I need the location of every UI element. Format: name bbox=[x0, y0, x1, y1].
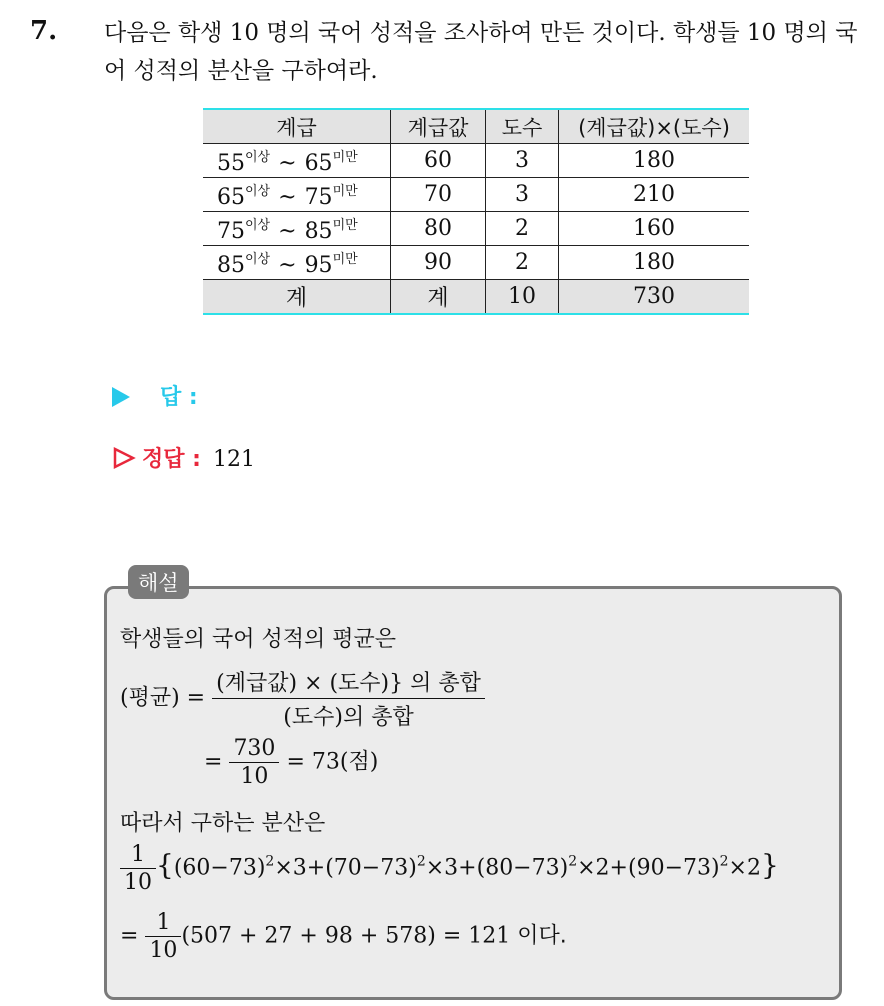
table-header-row bbox=[203, 109, 749, 144]
class-value: 60 bbox=[391, 144, 486, 178]
calc-result: = 73(점) bbox=[286, 749, 379, 775]
result-sum: (507 + 27 + 98 + 578) = 121 bbox=[181, 923, 511, 949]
range-low-sup: 이상 bbox=[245, 251, 271, 267]
header-class: 계급 bbox=[203, 109, 391, 144]
class-range bbox=[203, 246, 391, 280]
class-value: 70 bbox=[391, 178, 486, 212]
header-class-value: 계급값 bbox=[391, 109, 486, 144]
correct-answer-row bbox=[112, 442, 255, 473]
variance-term-mult: ×3+ bbox=[274, 855, 326, 881]
variance-term: (70−73) bbox=[325, 855, 417, 881]
variance-result: = $\frac{1}{10}$ (507 + 27 + 98 + 578) = 121 이다. bbox=[120, 910, 567, 963]
range-high-sup: 미만 bbox=[332, 149, 358, 165]
correct-answer-label: 정답 : bbox=[142, 447, 201, 472]
variance-frac-num: 1 bbox=[120, 842, 156, 869]
range-low-sup: 이상 bbox=[245, 217, 271, 233]
variance-term-power: 2 bbox=[568, 853, 578, 870]
range-high: 85 bbox=[304, 218, 333, 244]
class-range bbox=[203, 178, 391, 212]
range-low-sup: 이상 bbox=[245, 149, 271, 165]
outline-triangle-icon bbox=[112, 446, 136, 470]
solution-line-variance-intro: 따라서 구하는 분산은 bbox=[120, 811, 326, 836]
variance-expression: $\frac{1}{10}$ $\{(60-73)^2\times 3+(70-73)^2\times 3+(80-73)^2\times 2+(90-73)^2\times 2\}$ bbox=[120, 842, 779, 895]
table-total-row bbox=[203, 280, 749, 315]
variance-term: (90−73) bbox=[628, 855, 720, 881]
range-high: 95 bbox=[304, 252, 333, 278]
range-low: 75 bbox=[217, 218, 245, 244]
class-range bbox=[203, 144, 391, 178]
result-tail: 이다. bbox=[517, 923, 567, 949]
correct-answer-value: 121 bbox=[212, 447, 255, 472]
solution-line-mean-intro: 학생들의 국어 성적의 평균은 bbox=[120, 627, 397, 652]
range-tilde: ~ bbox=[278, 184, 297, 210]
problem-number: 7. bbox=[30, 16, 58, 46]
result-fraction bbox=[145, 910, 181, 963]
class-range bbox=[203, 212, 391, 246]
variance-term-mult: ×3+ bbox=[425, 855, 477, 881]
variance-term-mult: ×2 bbox=[728, 855, 761, 881]
class-value: 90 bbox=[391, 246, 486, 280]
range-low: 65 bbox=[217, 184, 245, 210]
range-low-sup: 이상 bbox=[245, 183, 271, 199]
calc-numerator: 730 bbox=[229, 736, 279, 763]
variance-term-power: 2 bbox=[265, 853, 275, 870]
range-tilde: ~ bbox=[278, 150, 297, 176]
mean-numerator: (계급값) × (도수)} 의 총합 bbox=[212, 666, 485, 699]
variance-fraction bbox=[120, 842, 156, 895]
variance-term-power: 2 bbox=[719, 853, 729, 870]
variance-term-mult: ×2+ bbox=[577, 855, 628, 881]
mean-fraction bbox=[212, 666, 485, 731]
range-high-sup: 미만 bbox=[332, 217, 358, 233]
problem-text: 다음은 학생 10 명의 국어 성적을 조사하여 만든 것이다. 학생들 10 명의 국어 성적의 분산을 구하여라. bbox=[104, 20, 858, 84]
result-frac-den: 10 bbox=[149, 938, 178, 963]
range-high-sup: 미만 bbox=[332, 251, 358, 267]
play-triangle-icon bbox=[112, 387, 130, 407]
mean-lhs: (평균) = bbox=[120, 685, 206, 711]
frequency: 2 bbox=[486, 246, 559, 280]
table-row bbox=[203, 212, 749, 246]
mean-denominator: (도수)의 총합 bbox=[283, 705, 414, 730]
product: 180 bbox=[559, 246, 750, 280]
range-low: 55 bbox=[217, 150, 245, 176]
calc-fraction bbox=[229, 736, 279, 789]
total-label: 계 bbox=[203, 280, 391, 315]
frequency: 3 bbox=[486, 178, 559, 212]
range-high: 75 bbox=[304, 184, 333, 210]
mean-calculation: = $\frac{730}{10}$ = 73(점) bbox=[204, 736, 379, 789]
solution-tag: 해설 bbox=[128, 565, 189, 599]
table-row bbox=[203, 246, 749, 280]
range-tilde: ~ bbox=[278, 252, 297, 278]
product: 160 bbox=[559, 212, 750, 246]
range-high: 65 bbox=[304, 150, 333, 176]
class-value: 80 bbox=[391, 212, 486, 246]
frequency-table bbox=[203, 108, 749, 315]
header-product: (계급값)×(도수) bbox=[559, 109, 750, 144]
variance-term-power: 2 bbox=[416, 853, 426, 870]
table-row bbox=[203, 178, 749, 212]
frequency: 3 bbox=[486, 144, 559, 178]
header-frequency: 도수 bbox=[486, 109, 559, 144]
total-value-label: 계 bbox=[391, 280, 486, 315]
result-frac-num: 1 bbox=[145, 910, 181, 937]
answer-row bbox=[112, 380, 198, 411]
answer-label: 답 : bbox=[160, 385, 198, 410]
variance-term: (80−73) bbox=[476, 855, 569, 881]
variance-frac-den: 10 bbox=[124, 870, 152, 895]
mean-formula bbox=[120, 666, 485, 731]
product: 210 bbox=[559, 178, 750, 212]
range-tilde: ~ bbox=[278, 218, 297, 244]
total-product: 730 bbox=[559, 280, 750, 315]
range-low: 85 bbox=[217, 252, 245, 278]
calc-denominator: 10 bbox=[240, 764, 269, 789]
frequency: 2 bbox=[486, 212, 559, 246]
variance-term: (60−73) bbox=[173, 855, 266, 881]
total-frequency: 10 bbox=[486, 280, 559, 315]
table-row bbox=[203, 144, 749, 178]
product: 180 bbox=[559, 144, 750, 178]
range-high-sup: 미만 bbox=[332, 183, 358, 199]
